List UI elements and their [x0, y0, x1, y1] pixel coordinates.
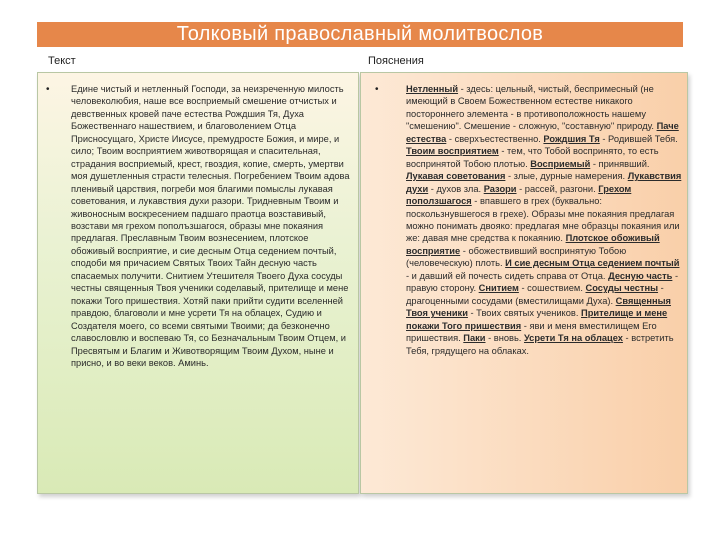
note-term: Грехом поползшагося	[406, 183, 632, 207]
note-term: Нетленный	[406, 84, 459, 94]
note-explanation: - духов зла.	[428, 183, 484, 194]
note-explanation: - обожествивший воспринятую Тобою (человеческую) плоть.	[406, 245, 627, 269]
note-term: Паки	[463, 333, 486, 344]
note-explanation: - злые, дурные намерения.	[505, 171, 628, 182]
note-explanation: - вновь.	[485, 333, 524, 344]
note-explanation: - Твоих святых учеников.	[467, 308, 582, 319]
note-term: Прителище и мене покажи Того пришествия	[406, 308, 668, 331]
bullet-icon: •	[46, 84, 50, 95]
note-term: Плотское обоживый восприятие	[406, 233, 660, 256]
note-term: Разори	[483, 183, 517, 194]
note-term: Священныя Твоя ученики	[406, 295, 671, 319]
note-term: Рождшия Тя	[543, 133, 600, 144]
note-term: Восприемый	[530, 158, 591, 169]
prayer-text-panel	[37, 72, 359, 494]
note-term: И сие десным Отца седением почтый	[505, 258, 680, 269]
note-term: Паче естества	[406, 121, 679, 144]
note-explanation: - здесь: цельный, чистый, беспримесный (не имеющий в Своем Божественном естестве никакого постороннего элемента - в противоположность нашему "смешению". Смешение - сложную, "составную" природу.	[406, 84, 657, 132]
note-term: Лукавствия духи	[406, 171, 682, 194]
note-explanation: - принявший.	[590, 158, 650, 169]
text-column-header: Текст	[48, 55, 76, 67]
note-term: Сосуды честны	[585, 283, 659, 294]
page-title: Толковый православный молитвослов	[37, 22, 683, 47]
note-explanation: - рассей, разгони.	[516, 183, 599, 194]
note-explanation: - драгоценными сосудами (вместилищами Духа).	[406, 283, 664, 306]
prayer-text: Едине чистый и нетленный Господи, за неизреченную милость человеколюбия, наше все восприемый смешение отчистых и девственных кровей паче естества Рождшия Тя, Духа Божественнаго нашествием, и благоволением Отца Присносущаго, Христе Иисусе, премудросте Божия, и мире, и сило; Твоим восприятием животворящая и спасительная, страдания восприемый, крест, гвоздия, копие, смерть, умертви моя душетленныя страсти телесныя. Погребением Твоим адова пленивый царствия, погреби моя благими помыслы лукавая советования, и лукавствия духи разори. Тридневным Твоим и живоносным воскресением падшаго праотца возставивый, возстави мя грехом пополъзшагося, образы мне покаяния предлагая. Преславным Твоим вознесением, плотское обоживый восприятие, и сие десным Отца седением почтый, сподоби мя причасием Святых Твоих Тайн десную часть спасаемых получити. Снитием Утешителя Твоего Духа сосуды честны священныя Твоя ученики соделавый, прителище и мене покажи Того пришествия. Хотяй паки прийти судити вселенней правдою, благоволи и мне усрети Тя на облацех, Судию и Создателя моего, со всеми святыми Твоими; да безконечно славословлю и воспеваю Тя, со Безначальным Твоим Отцем, и Пресвятым и Благим и Животворящим Твоим Духом, ныне и присно, и во веки веков. Аминь.	[71, 84, 350, 368]
note-term: Твоим восприятием	[406, 146, 499, 157]
note-explanation: - и давший ей почесть сидеть справа от Отца.	[406, 270, 609, 281]
note-explanation: - Родившей Тебя.	[599, 133, 678, 144]
note-term: Лукавая советования	[406, 171, 506, 182]
bullet-icon: •	[375, 84, 379, 95]
note-explanation: - сошествием.	[518, 283, 586, 294]
note-term: Снитием	[478, 283, 519, 294]
notes-text	[406, 83, 682, 357]
notes-column-header: Пояснения	[368, 55, 424, 67]
notes-panel	[360, 72, 688, 494]
note-explanation: - сверхъестественно.	[446, 133, 544, 144]
note-explanation: - впавшего в грех (буквально: поскользнувшегося в грехе). Образы мне покаяния предлагая можно понимать двояко: предлагая мне образцы покаяния или же: давая мне средства к покаянию.	[406, 196, 680, 244]
note-explanation: - встретить Тебя, грядущего на облаках.	[406, 333, 674, 356]
note-explanation: - правую сторону.	[406, 270, 679, 294]
note-explanation: - яви и меня вместилищем Его пришествия.	[406, 320, 657, 344]
note-explanation: - тем, что Тобой воспринято, то есть воспринятой Тобою плотью.	[406, 146, 659, 169]
note-term: Усрети Тя на облацех	[523, 333, 623, 344]
note-term: Десную часть	[608, 270, 673, 281]
